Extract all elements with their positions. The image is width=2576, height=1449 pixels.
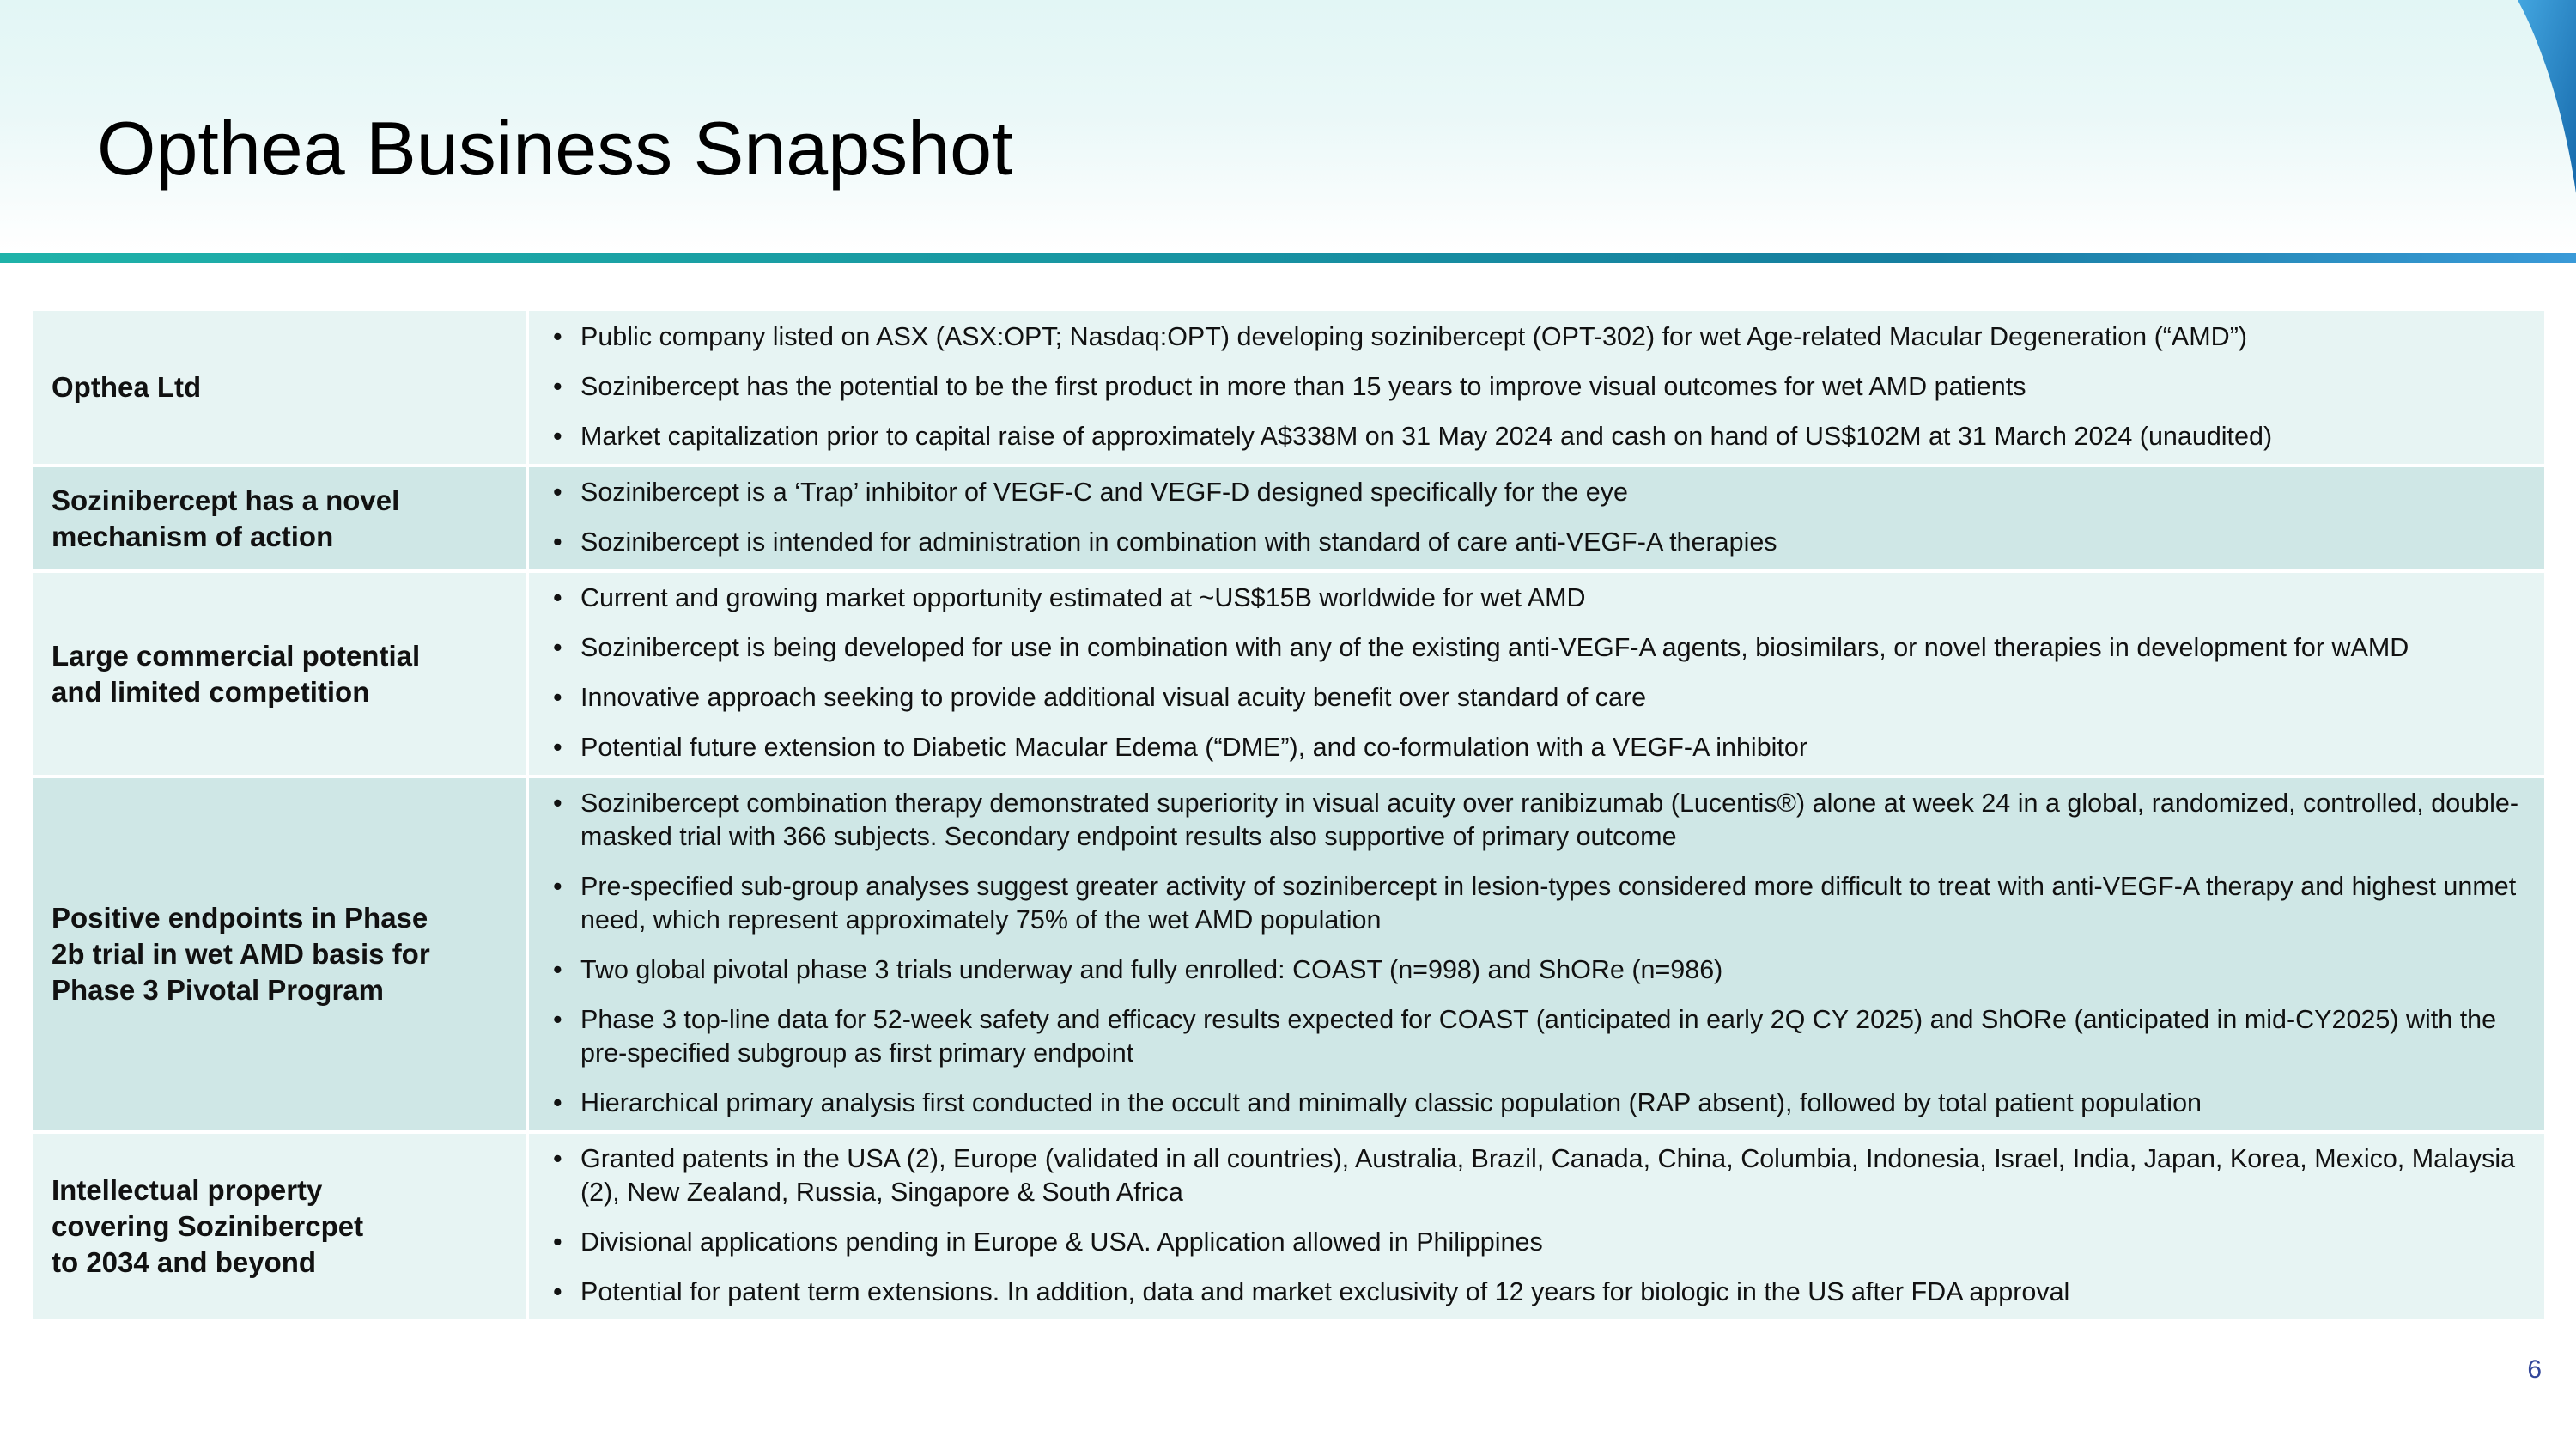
row-bullets (529, 775, 2544, 1130)
table-row (33, 1130, 2544, 1319)
bullet-list (553, 1142, 2518, 1309)
row-label (33, 464, 529, 569)
bullet-list (553, 320, 2518, 454)
bullet-list (553, 476, 2518, 559)
page-number: 6 (2527, 1355, 2542, 1384)
table-row (33, 311, 2544, 464)
page-title: Opthea Business Snapshot (97, 106, 1013, 191)
bullet-item: • Potential for patent term extensions. In addition, data and market exclusivity of 12 years for biologic in the US after FDA approval (553, 1275, 2518, 1309)
bullet-item: • Public company listed on ASX (ASX:OPT; Nasdaq:OPT) developing sozinibercept (OPT-302) for wet Age-related Macular Degeneration (“AMD”) (553, 320, 2518, 354)
bullet-list (553, 581, 2518, 764)
business-snapshot-table (33, 311, 2544, 1319)
bullet-item: • Hierarchical primary analysis first conducted in the occult and minimally classic population (RAP absent), followed by total patient population (553, 1087, 2518, 1120)
row-label-text: Positive endpoints in Phase 2b trial in wet AMD basis for Phase 3 Pivotal Program (52, 902, 430, 1006)
bullet-item: • Sozinibercept has the potential to be the first product in more than 15 years to improve visual outcomes for wet AMD patients (553, 370, 2518, 404)
bullet-item: • Potential future extension to Diabetic Macular Edema (“DME”), and co-formulation with a VEGF-A inhibitor (553, 731, 2518, 764)
row-bullets (529, 464, 2544, 569)
bullet-item: • Sozinibercept is a ‘Trap’ inhibitor of VEGF-C and VEGF-D designed specifically for the eye (553, 476, 2518, 509)
row-bullets (529, 569, 2544, 775)
table-row (33, 775, 2544, 1130)
corner-swoosh-graphic (2318, 0, 2576, 253)
slide-header (0, 0, 2576, 253)
row-label (33, 311, 529, 464)
bullet-item: • Two global pivotal phase 3 trials underway and fully enrolled: COAST (n=998) and ShORe (n=986) (553, 953, 2518, 987)
row-bullets (529, 1130, 2544, 1319)
row-label-text: Sozinibercept has a novel mechanism of action (52, 484, 400, 552)
bullet-item: • Current and growing market opportunity estimated at ~US$15B worldwide for wet AMD (553, 581, 2518, 615)
bullet-item: • Pre-specified sub-group analyses suggest greater activity of sozinibercept in lesion-types considered more difficult to treat with anti-VEGF-A therapy and highest unmet need, which represent approximately 75% of the wet AMD population (553, 870, 2518, 937)
row-label-text: Large commercial potential and limited competition (52, 639, 421, 708)
bullet-list (553, 787, 2518, 1120)
row-label (33, 775, 529, 1130)
row-label (33, 1130, 529, 1319)
row-label-text: Opthea Ltd (52, 371, 202, 403)
row-bullets (529, 311, 2544, 464)
header-divider (0, 253, 2576, 263)
bullet-item: • Granted patents in the USA (2), Europe (validated in all countries), Australia, Brazil, Canada, China, Columbia, Indonesia, Israel, India, Japan, Korea, Mexico, Malaysia (2), New Zealand, Russia, Singapore & South Africa (553, 1142, 2518, 1209)
bullet-item: • Phase 3 top-line data for 52-week safety and efficacy results expected for COAST (anticipated in early 2Q CY 2025) and ShORe (anticipated in mid-CY2025) with the pre-specified subgroup as first primary endpoint (553, 1003, 2518, 1070)
bullet-item: • Market capitalization prior to capital raise of approximately A$338M on 31 May 2024 and cash on hand of US$102M at 31 March 2024 (unaudited) (553, 420, 2518, 454)
table-row (33, 464, 2544, 569)
bullet-item: • Divisional applications pending in Europe & USA. Application allowed in Philippines (553, 1226, 2518, 1259)
table-row (33, 569, 2544, 775)
bullet-item: • Innovative approach seeking to provide additional visual acuity benefit over standard of care (553, 681, 2518, 715)
bullet-item: • Sozinibercept combination therapy demonstrated superiority in visual acuity over ranibizumab (Lucentis®) alone at week 24 in a global, randomized, controlled, double-masked trial with 366 subjects. Secondary endpoint results also supportive of primary outcome (553, 787, 2518, 854)
bullet-item: • Sozinibercept is intended for administration in combination with standard of care anti-VEGF-A therapies (553, 526, 2518, 559)
bullet-item: • Sozinibercept is being developed for use in combination with any of the existing anti-VEGF-A agents, biosimilars, or novel therapies in development for wAMD (553, 631, 2518, 665)
row-label-text: Intellectual property covering Sozinibercpet to 2034 and beyond (52, 1174, 364, 1278)
row-label (33, 569, 529, 775)
